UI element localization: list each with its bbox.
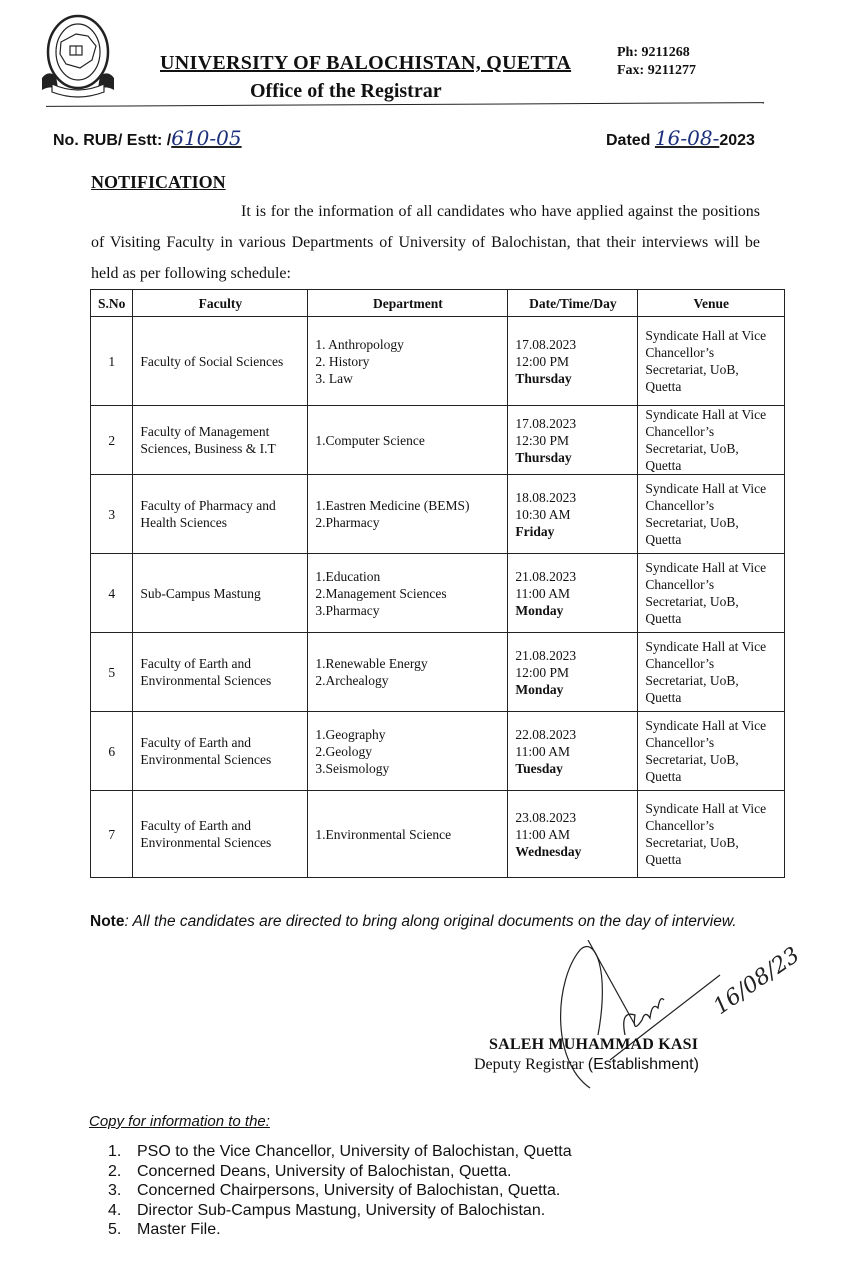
table-row — [91, 791, 785, 878]
interview-day: Thursday — [515, 370, 572, 386]
list-item: 5. Master File. — [108, 1221, 221, 1238]
interview-time: 11:00 AM — [515, 585, 571, 601]
department-item: 3.Pharmacy — [315, 602, 380, 618]
copy-recipients-list — [108, 1142, 572, 1240]
department-item: 3.Seismology — [315, 760, 390, 776]
interview-date: 23.08.2023 — [515, 809, 577, 825]
header-department: Department — [308, 290, 508, 317]
table-row — [91, 317, 785, 406]
reference-label: No. RUB/ Estt: / — [53, 132, 172, 149]
department-item: 1.Computer Science — [315, 432, 425, 448]
cell-department — [308, 406, 508, 475]
cell-date-time-day — [508, 317, 638, 406]
cell-faculty: Faculty of Management Sciences, Business & I.T — [133, 406, 308, 475]
interview-date: 18.08.2023 — [515, 489, 577, 505]
interview-date: 17.08.2023 — [515, 336, 577, 352]
cell-date-time-day — [508, 406, 638, 475]
interview-time: 12:00 PM — [515, 664, 570, 680]
cell-date-time-day — [508, 791, 638, 878]
dated-handwritten: 16-08- — [654, 126, 720, 150]
cell-venue: Syndicate Hall at Vice Chancellor’s Secretariat, UoB, Quetta — [638, 475, 785, 554]
note-text: : All the candidates are directed to bring along original documents on the day of interview. — [124, 913, 737, 930]
cell-date-time-day — [508, 712, 638, 791]
interview-schedule-table — [90, 289, 785, 878]
cell-venue: Syndicate Hall at Vice Chancellor’s Secretariat, UoB, Quetta — [638, 633, 785, 712]
university-seal-icon — [28, 12, 128, 102]
interview-date: 17.08.2023 — [515, 415, 577, 431]
interview-time: 12:30 PM — [515, 432, 570, 448]
table-row — [91, 406, 785, 475]
dated-label: Dated — [606, 132, 655, 149]
cell-faculty: Faculty of Earth and Environmental Sciences — [133, 791, 308, 878]
department-item: 2.Archealogy — [315, 673, 389, 688]
list-item: 3. Concerned Chairpersons, University of Balochistan, Quetta. — [108, 1182, 561, 1199]
interview-time: 12:00 PM — [515, 353, 570, 369]
cell-faculty: Faculty of Earth and Environmental Sciences — [133, 712, 308, 791]
recipient-text: Concerned Chairpersons, University of Balochistan, Quetta. — [137, 1182, 561, 1199]
cell-sno: 7 — [91, 791, 133, 878]
list-item: 1. PSO to the Vice Chancellor, University of Balochistan, Quetta — [108, 1143, 572, 1160]
interview-day: Monday — [515, 681, 564, 697]
department-item: 2.Management Sciences — [315, 585, 447, 601]
cell-sno: 2 — [91, 406, 133, 475]
contact-info — [617, 44, 696, 80]
cell-department — [308, 712, 508, 791]
cell-sno: 3 — [91, 475, 133, 554]
cell-date-time-day — [508, 633, 638, 712]
header-sno: S.No — [91, 290, 133, 317]
cell-department — [308, 317, 508, 406]
cell-date-time-day — [508, 475, 638, 554]
header-date-time-day: Date/Time/Day — [508, 290, 638, 317]
recipient-text: Director Sub-Campus Mastung, University of Balochistan. — [137, 1201, 546, 1219]
note — [90, 912, 750, 932]
department-item: 1. Anthropology — [315, 336, 404, 352]
cell-venue: Syndicate Hall at Vice Chancellor’s Secretariat, UoB, Quetta — [638, 554, 785, 633]
signer-title-main: Deputy Registrar — [474, 1056, 588, 1073]
reference-number — [53, 126, 242, 150]
office-name: Office of the Registrar — [250, 80, 442, 102]
signature-date: 16/08/23 — [709, 942, 805, 1020]
cell-sno: 5 — [91, 633, 133, 712]
recipient-text: Master File. — [137, 1221, 221, 1238]
cell-sno: 6 — [91, 712, 133, 791]
cell-department — [308, 791, 508, 878]
table-row — [91, 712, 785, 791]
interview-day: Thursday — [515, 449, 572, 465]
interview-day: Wednesday — [515, 843, 582, 859]
cell-faculty: Faculty of Social Sciences — [133, 317, 308, 406]
cell-faculty: Faculty of Pharmacy and Health Sciences — [133, 475, 308, 554]
interview-date: 22.08.2023 — [515, 726, 577, 742]
header-faculty: Faculty — [133, 290, 308, 317]
cell-sno: 1 — [91, 317, 133, 406]
cell-date-time-day — [508, 554, 638, 633]
interview-time: 10:30 AM — [515, 506, 571, 522]
header-venue: Venue — [638, 290, 785, 317]
university-name: UNIVERSITY OF BALOCHISTAN, QUETTA — [160, 52, 572, 74]
cell-venue: Syndicate Hall at Vice Chancellor’s Secretariat, UoB, Quetta — [638, 406, 785, 475]
notification-title: NOTIFICATION — [91, 172, 226, 192]
table-header-row — [91, 290, 785, 317]
fax-number: Fax: 9211277 — [617, 63, 696, 78]
interview-date: 21.08.2023 — [515, 647, 577, 663]
interview-time: 11:00 AM — [515, 743, 571, 759]
cell-department — [308, 554, 508, 633]
department-item: 1.Education — [315, 568, 381, 584]
cell-sno: 4 — [91, 554, 133, 633]
cell-department — [308, 475, 508, 554]
signer-title — [474, 1056, 699, 1074]
notification-body: It is for the information of all candidates who have applied against the positions of Visiting Faculty in various Departments of University of Balochistan, that their interviews will be held as per following schedule: — [91, 203, 760, 282]
table-row — [91, 475, 785, 554]
dated-year: 2023 — [719, 132, 755, 149]
signer-name: SALEH MUHAMMAD KASI — [489, 1036, 699, 1053]
cell-venue: Syndicate Hall at Vice Chancellor’s Secretariat, UoB, Quetta — [638, 317, 785, 406]
table-row — [91, 633, 785, 712]
recipient-text: PSO to the Vice Chancellor, University of Balochistan, Quetta — [137, 1143, 572, 1160]
interview-day: Friday — [515, 523, 555, 539]
cell-faculty: Faculty of Earth and Environmental Sciences — [133, 633, 308, 712]
recipient-text: Concerned Deans, University of Balochistan, Quetta. — [137, 1162, 512, 1180]
list-item: 2. Concerned Deans, University of Balochistan, Quetta. — [108, 1162, 512, 1180]
department-item: 1.Eastren Medicine (BEMS) — [315, 498, 470, 513]
table-row — [91, 554, 785, 633]
reference-handwritten-number: 610-05 — [171, 126, 242, 150]
department-item: 1.Geography — [315, 726, 386, 742]
cell-faculty: Sub-Campus Mastung — [133, 554, 308, 633]
interview-date: 21.08.2023 — [515, 568, 577, 584]
phone-number: Ph: 9211268 — [617, 45, 690, 60]
department-item: 3. Law — [315, 370, 353, 386]
list-item: 4. Director Sub-Campus Mastung, University of Balochistan. — [108, 1201, 546, 1219]
cell-venue: Syndicate Hall at Vice Chancellor’s Secretariat, UoB, Quetta — [638, 712, 785, 791]
note-label: Note — [90, 913, 125, 930]
document-date — [606, 126, 755, 150]
signer-title-dept: (Establishment) — [587, 1056, 699, 1073]
copy-heading: Copy for information to the: — [89, 1113, 270, 1130]
department-item: 2.Pharmacy — [315, 515, 380, 530]
interview-time: 11:00 AM — [515, 826, 571, 842]
interview-day: Tuesday — [515, 760, 563, 776]
cell-venue: Syndicate Hall at Vice Chancellor’s Secretariat, UoB, Quetta — [638, 791, 785, 878]
department-item: 2.Geology — [315, 743, 373, 759]
interview-day: Monday — [515, 602, 564, 618]
department-item: 1.Environmental Science — [315, 826, 452, 842]
department-item: 2. History — [315, 353, 370, 369]
department-item: 1.Renewable Energy — [315, 656, 428, 671]
cell-department — [308, 633, 508, 712]
